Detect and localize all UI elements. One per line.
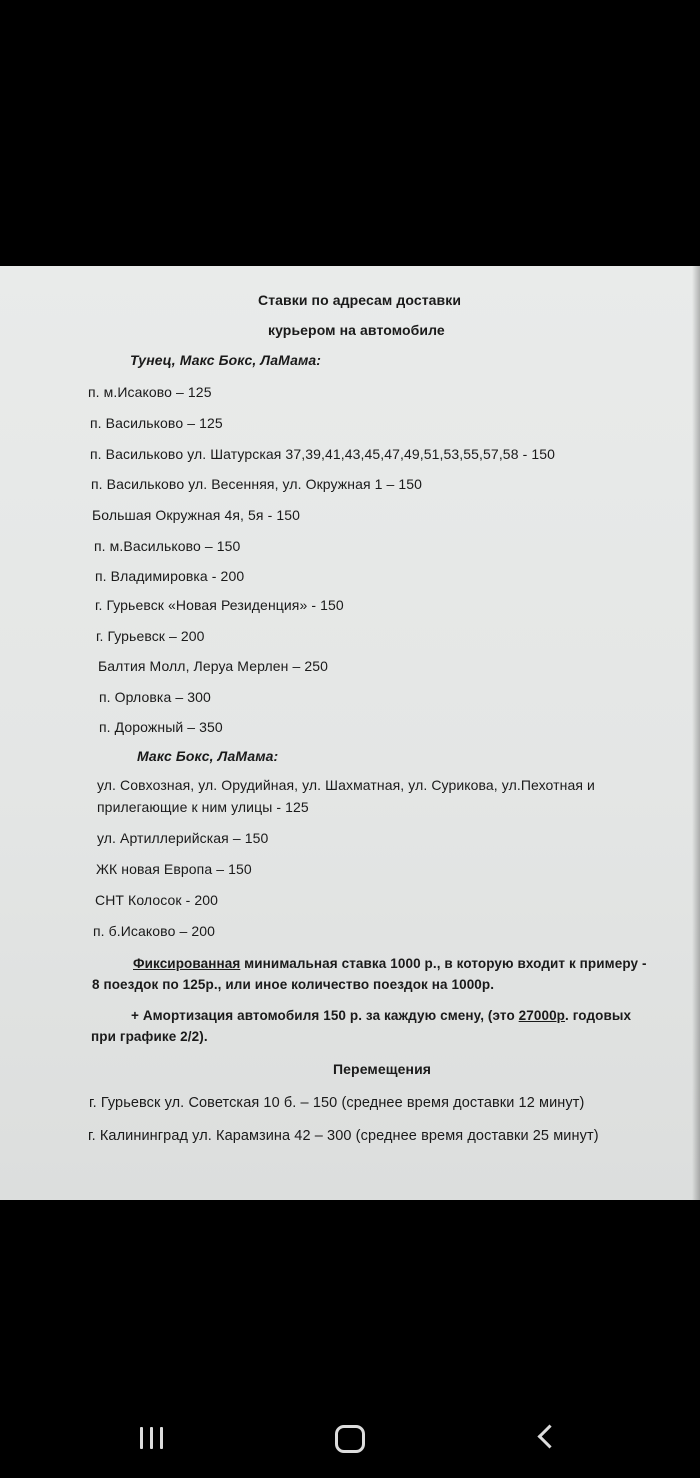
list-item: п. Васильково ул. Шатурская 37,39,41,43,45,47,49,51,53,55,57,58 - 150 — [90, 446, 555, 462]
amortization-line2: при графике 2/2). — [91, 1029, 208, 1044]
list-item: г. Гурьевск «Новая Резиденция» - 150 — [95, 597, 344, 613]
fixed-rest: минимальная ставка 1000 р., в которую входит к примеру - — [240, 956, 647, 971]
navigation-bar — [0, 1400, 700, 1478]
amort-part2: . годовых — [565, 1008, 632, 1023]
fixed-word: Фиксированная — [133, 956, 241, 971]
doc-title-line2: курьером на автомобиле — [268, 322, 445, 338]
list-item: п. Васильково ул. Весенняя, ул. Окружная 1 – 150 — [91, 476, 423, 492]
list-item: п. м.Исаково – 125 — [88, 384, 212, 400]
list-item: ул. Артиллерийская – 150 — [97, 830, 269, 846]
list-item: г. Гурьевск – 200 — [96, 628, 205, 644]
recents-icon[interactable] — [140, 1422, 168, 1456]
section2-heading: Макс Бокс, ЛаМама: — [137, 748, 279, 764]
section1-heading: Тунец, Макс Бокс, ЛаМама: — [130, 352, 322, 368]
list-item: Большая Окружная 4я, 5я - 150 — [92, 507, 300, 523]
doc-title-line1: Ставки по адресам доставки — [258, 292, 462, 308]
document-photo — [0, 266, 700, 1200]
list-item: ЖК новая Европа – 150 — [96, 861, 252, 877]
photo-edge-shadow — [692, 266, 700, 1200]
list-item: СНТ Колосок - 200 — [95, 892, 218, 908]
home-icon[interactable] — [333, 1422, 365, 1456]
list-item: п. б.Исаково – 200 — [93, 923, 215, 939]
list-item: п. Орловка – 300 — [99, 689, 211, 705]
list-item: Балтия Молл, Леруа Мерлен – 250 — [98, 658, 329, 674]
amortization-line1 — [131, 1008, 631, 1023]
transfer-item: г. Гурьевск ул. Советская 10 б. – 150 (среднее время доставки 12 минут) — [89, 1095, 585, 1111]
list-item: п. Васильково – 125 — [90, 415, 223, 431]
list-item: ул. Совхозная, ул. Орудийная, ул. Шахматная, ул. Сурикова, ул.Пехотная и — [97, 777, 595, 793]
back-icon[interactable] — [533, 1422, 557, 1456]
list-item: прилегающие к ним улицы - 125 — [97, 799, 309, 815]
transfers-heading: Перемещения — [333, 1061, 432, 1077]
amort-part1: + Амортизация автомобиля 150 р. за каждую смену, (это — [131, 1008, 519, 1023]
fixed-rate-line1 — [133, 956, 647, 971]
fixed-rate-line2: 8 поездок по 125р., или иное количество поездок на 1000р. — [92, 977, 495, 992]
list-item: п. Дорожный – 350 — [99, 719, 223, 735]
amort-amount: 27000р — [518, 1008, 566, 1023]
transfer-item: г. Калининград ул. Карамзина 42 – 300 (среднее время доставки 25 минут) — [88, 1128, 599, 1144]
list-item: п. Владимировка - 200 — [95, 568, 245, 584]
list-item: п. м.Васильково – 150 — [94, 538, 241, 554]
